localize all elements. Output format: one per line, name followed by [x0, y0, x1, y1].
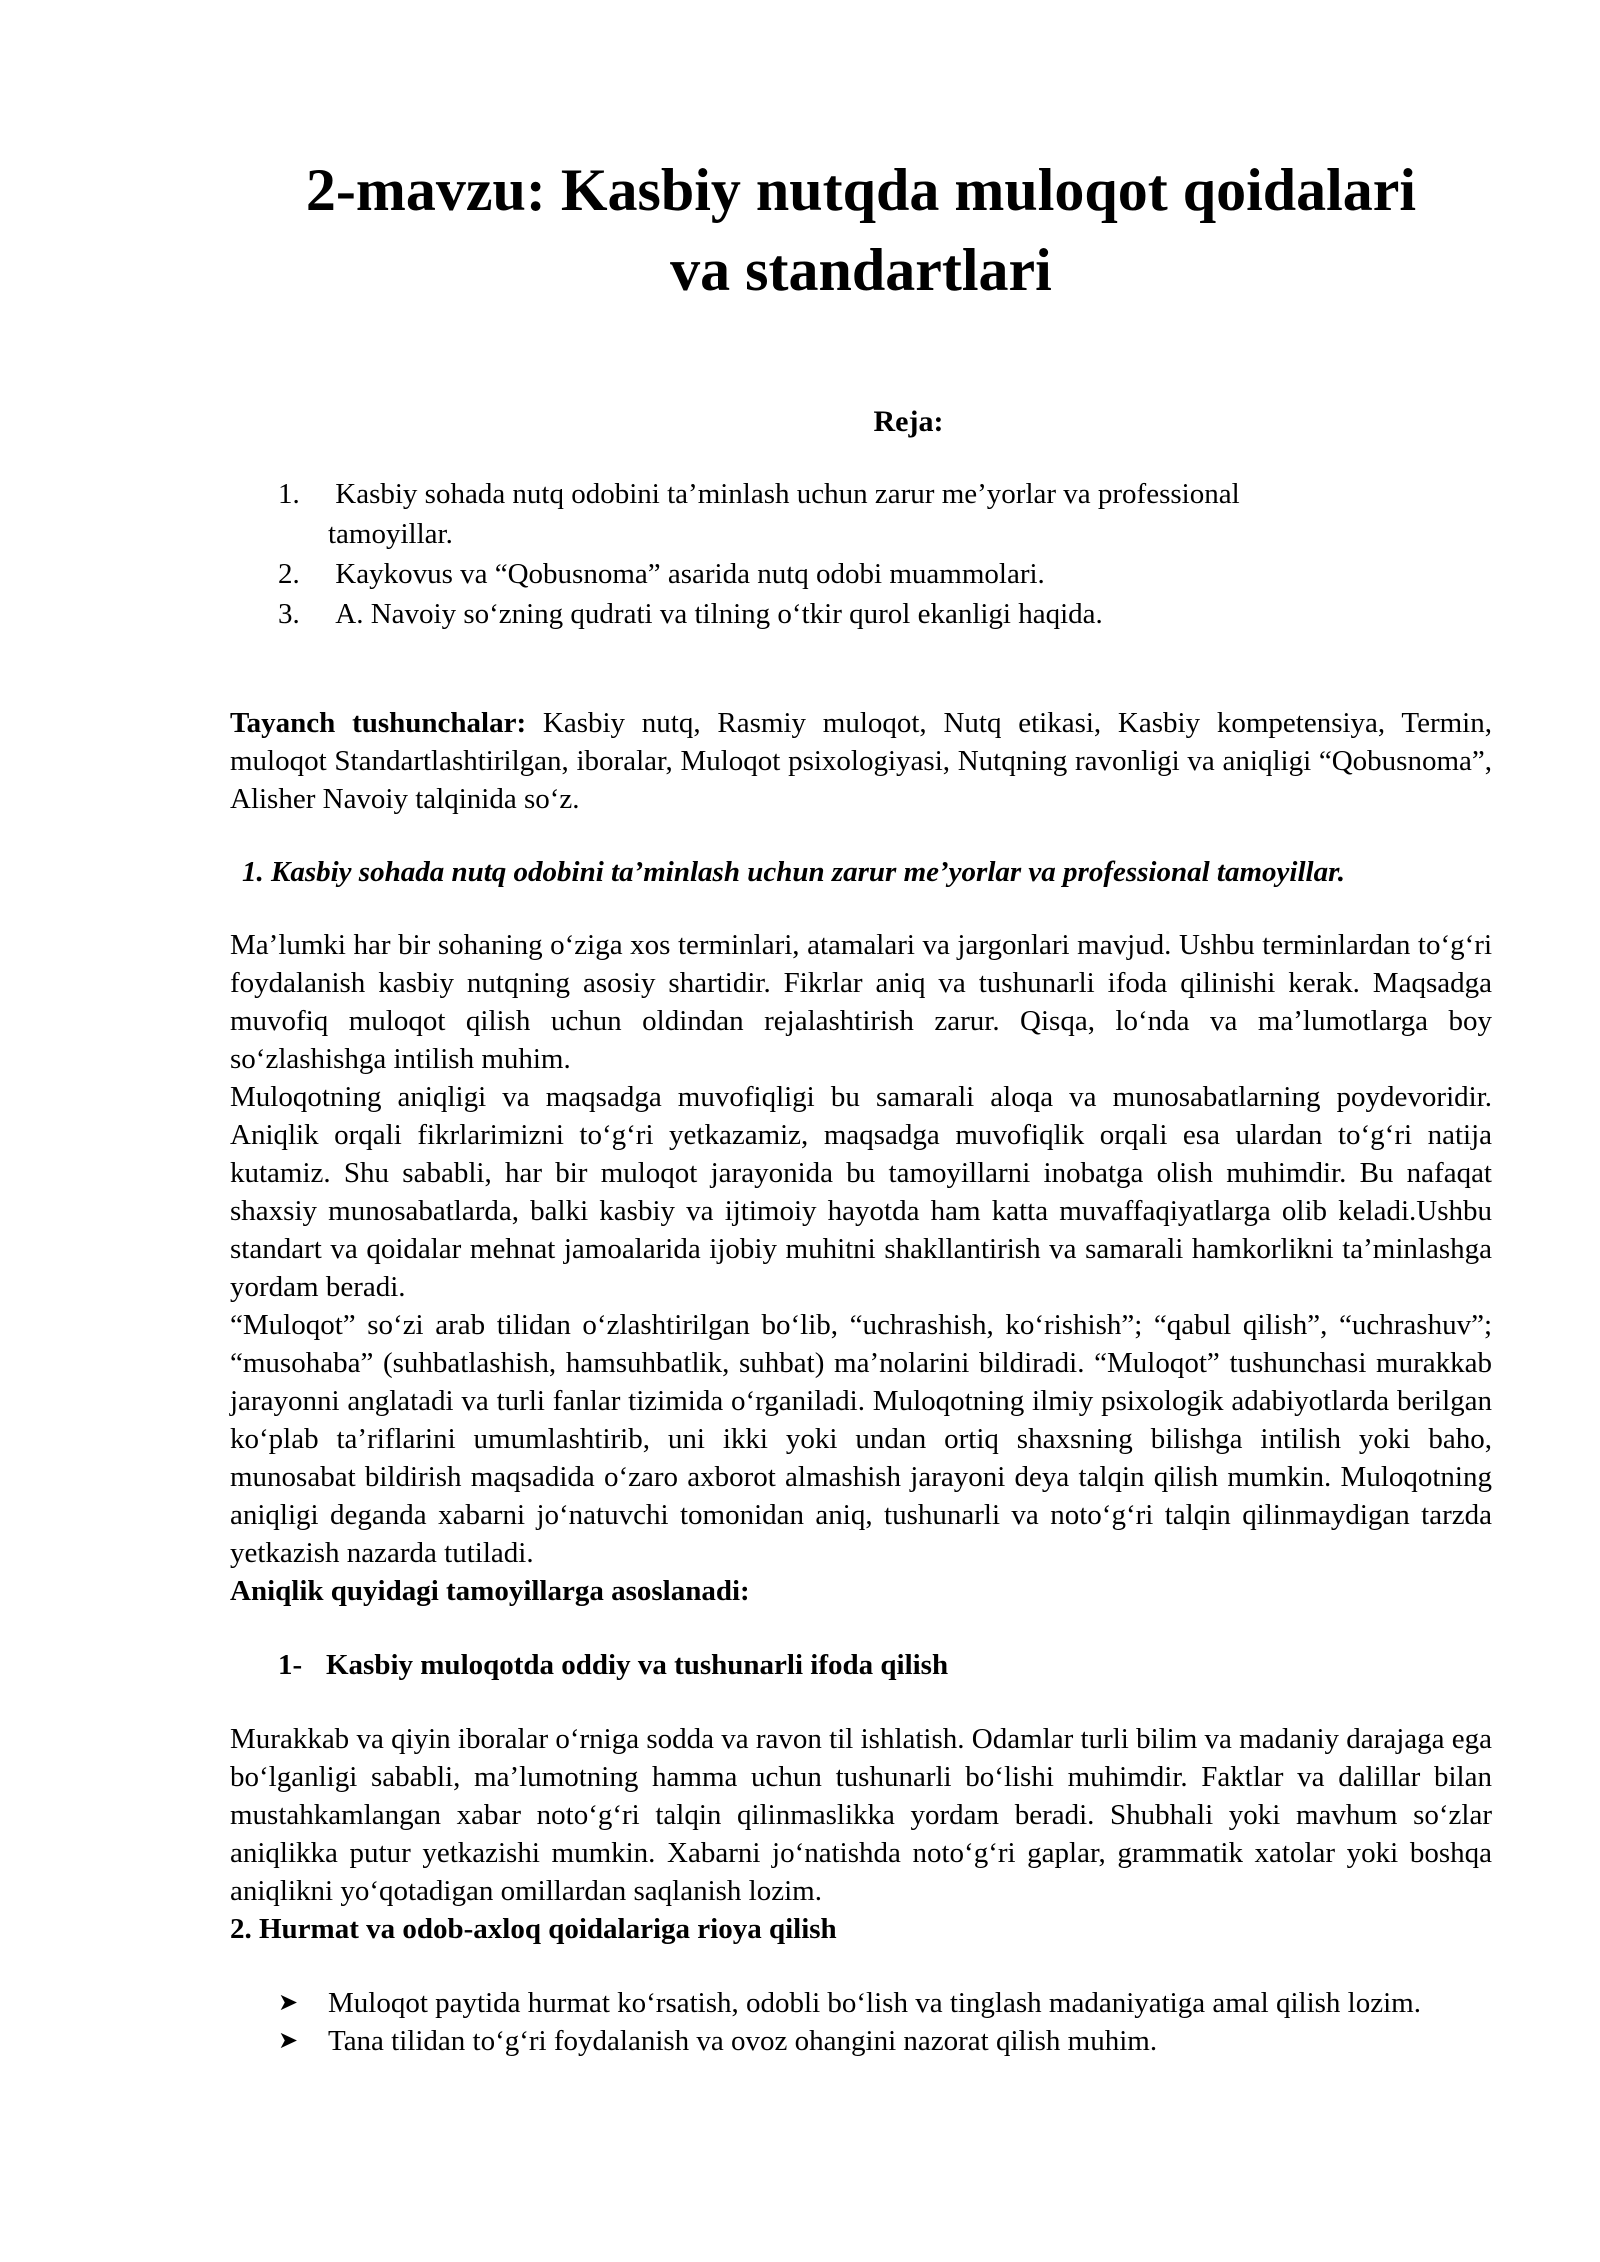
principle-1-title: Kasbiy muloqotda oddiy va tushunarli ifoda qilish	[326, 1649, 949, 1681]
keywords-text: Kasbiy nutq, Rasmiy muloqot, Nutq etikasi, Kasbiy kompetensiya, Termin, muloqot Standartlashtirilgan, iboralar, Muloqot psixologiyasi, Nutqning ravonligi va aniqligi “Qobusnoma”, Alisher Navoiy talqinida so‘z.	[230, 707, 1492, 815]
plan-item-text: Kasbiy sohada nutq odobini ta’minlash uchun zarur me’yorlar va professional tamoyillar.	[328, 478, 1240, 550]
plan-heading: Reja:	[873, 405, 944, 438]
principles-label: Aniqlik quyidagi tamoyillarga asoslanadi:	[230, 1575, 750, 1607]
principle-1-number: 1-	[278, 1649, 303, 1681]
principle-2-bullets	[230, 1984, 1492, 2060]
page-title-line-1: 2-mavzu: Kasbiy nutqda muloqot qoidalari	[305, 157, 1417, 223]
principle-1-body	[230, 1720, 1492, 1948]
plan-item-number: 1.	[278, 478, 300, 510]
body-paragraph: Ma’lumki har bir sohaning o‘ziga xos terminlari, atamalari va jargonlari mavjud. Ushbu terminlardan to‘g‘ri foydalanish kasbiy nutqning asosiy shartidir. Fikrlar aniq va tushunarli ifoda qilinishi kerak. Maqsadga muvofiq muloqot qilish uchun oldindan rejalashtirish zarur. Qisqa, lo‘nda va ma’lumotlarga boy so‘zlashishga intilish muhim.	[230, 929, 1492, 1075]
plan-item	[230, 554, 1492, 594]
plan-list	[230, 474, 1492, 634]
bullet-item	[230, 2022, 1492, 2060]
section-1-body	[230, 926, 1492, 1610]
body-paragraph: Muloqotning aniqligi va maqsadga muvofiqligi bu samarali aloqa va munosabatlarning poydevoridir. Aniqlik orqali fikrlarimizni to‘g‘ri yetkazamiz, maqsadga muvofiqlik orqali esa ulardan to‘g‘ri natija kutamiz. Shu sababli, har bir muloqot jarayonida bu tamoyillarni inobatga olish muhimdir. Bu nafaqat shaxsiy munosabatlarda, balki kasbiy va ijtimoiy hayotda ham katta muvaffaqiyatlarga olib keladi.Ushbu standart va qoidalar mehnat jamoalarida ijobiy muhitni shakllantirish va samarali hamkorlikni ta’minlashga yordam beradi.	[230, 1081, 1492, 1303]
principle-1-heading	[230, 1646, 1492, 1684]
section-1-heading: 1. Kasbiy sohada nutq odobini ta’minlash uchun zarur me’yorlar va professional tamoyillar.	[242, 856, 1346, 888]
bullet-item	[230, 1984, 1492, 2022]
body-paragraph: Murakkab va qiyin iboralar o‘rniga sodda va ravon til ishlatish. Odamlar turli bilim va madaniy darajaga ega bo‘lganligi sababli, ma’lumotning hamma uchun tushunarli bo‘lishi muhimdir. Faktlar va dalillar bilan mustahkamlangan xabar noto‘g‘ri talqin qilinmaslikka yordam beradi. Shubhali yoki mavhum so‘zlar aniqlikka putur yetkazishi mumkin. Xabarni jo‘natishda noto‘g‘ri gaplar, grammatik xatolar yoki boshqa aniqlikni yo‘qotadigan omillardan saqlanish lozim.	[230, 1723, 1492, 1907]
arrow-bullet-icon: ➤	[278, 1990, 299, 2016]
plan-item	[230, 594, 1492, 634]
plan-item	[230, 474, 1492, 554]
plan-item-text: Kaykovus va “Qobusnoma” asarida nutq odobi muammolari.	[335, 558, 1045, 590]
keywords-label: Tayanch tushunchalar:	[230, 707, 527, 739]
plan-item-number: 3.	[278, 598, 300, 630]
plan-item-text: A. Navoiy so‘zning qudrati va tilning o‘tkir qurol ekanligi haqida.	[335, 598, 1103, 630]
document-page	[230, 150, 1492, 2060]
keywords-paragraph	[230, 704, 1492, 818]
bullet-text: Muloqot paytida hurmat ko‘rsatish, odobli bo‘lish va tinglash madaniyatiga amal qilish lozim.	[328, 1987, 1421, 2019]
body-paragraph: “Muloqot” so‘zi arab tilidan o‘zlashtirilgan bo‘lib, “uchrashish, ko‘rishish”; “qabul qilish”, “uchrashuv”; “musohaba” (suhbatlashish, hamsuhbatlik, suhbat) ma’nolarini bildiradi. “Muloqot” tushunchasi murakkab jarayonni anglatadi va turli fanlar tizimida o‘rganiladi. Muloqotning ilmiy psixologik adabiyotlarda berilgan ko‘plab ta’riflarini umumlashtirib, uni ikki yoki undan ortiq shaxsning bilishga intilish yoki baho, munosabat bildirish maqsadida o‘zaro axborot almashish jarayoni deya talqin qilish mumkin. Muloqotning aniqligi deganda xabarni jo‘natuvchi tomonidan aniq, tushunarli va noto‘g‘ri talqin qilinmaydigan tarzda yetkazish nazarda tutiladi.	[230, 1309, 1492, 1569]
plan-item-number: 2.	[278, 558, 300, 590]
bullet-text: Tana tilidan to‘g‘ri foydalanish va ovoz ohangini nazorat qilish muhim.	[328, 2025, 1158, 2057]
principle-2-heading: 2. Hurmat va odob-axloq qoidalariga rioya qilish	[230, 1913, 837, 1945]
arrow-bullet-icon: ➤	[278, 2028, 299, 2054]
page-title-line-2: va standartlari	[670, 237, 1052, 303]
page-title	[230, 150, 1492, 310]
